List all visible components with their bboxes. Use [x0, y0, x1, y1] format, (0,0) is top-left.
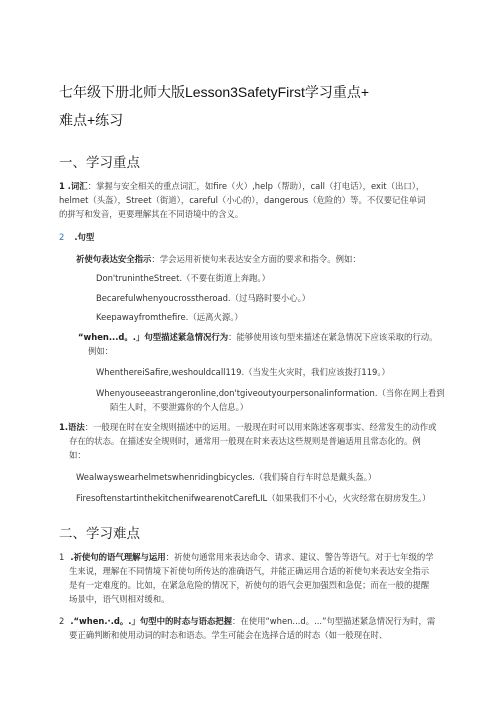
difficulty-2-line-2: 要正确判断和使用动词的时态和语态。学生可能会在选择合适的时态（如一般现在时、 — [69, 630, 388, 640]
difficulty-1-line-1 — [59, 551, 434, 565]
difficulty-2-line-1 — [59, 615, 435, 629]
difficulty-1-label: .祈使句的语气理解与运用 — [70, 552, 166, 562]
sentence-pattern-number: 2 — [59, 232, 65, 242]
example-sentence-2: Becarefulwhenyoucrosstheroad.（过马路时要小心。） — [96, 293, 311, 303]
example-sentence-7: FiresoftenstartinthekitchenifwearenotCarefLIL（如果我们不小心，火灾经常在厨房发生。） — [76, 493, 431, 503]
grammar-paragraph-line-2: 存在的状态。在描述安全规则时，通常用一般现在时来表达这些规则是普遍适用且常态化的。例 — [69, 436, 421, 446]
when-pattern-subheading — [78, 331, 437, 345]
difficulty-1-text-1: ：祈使句通常用来表达命令、请求、建议、警告等语气。对于七年级的学 — [165, 552, 434, 562]
sentence-pattern-label: .句型 — [74, 232, 95, 242]
section-heading-key-points: 一、学习重点 — [59, 155, 140, 171]
difficulty-2-label: .“when.·.d。.」句型中的时态与语态把握 — [70, 616, 232, 626]
sentence-pattern-heading — [59, 231, 94, 245]
example-sentence-5-line-2: 陌生人时，不要泄露你的个人信息。） — [110, 402, 249, 412]
vocab-paragraph-line-2: helmet（头盔），Street（街道），careful（小心的），dangerous（危险的）等。不仅要记住单词 — [59, 195, 426, 205]
imperative-label: 祈使句表达安全指示 — [76, 254, 152, 264]
difficulty-2-number: 2 — [59, 616, 65, 626]
difficulty-2-text-1: ：在使用“when...d。...”句型描述紧急情况行为时，需 — [231, 616, 436, 626]
difficulty-1-line-3: 是有一定难度的。比如，在紧急危险的情况下，祈使句的语气会更加强烈和急促；而在一般的提醒 — [69, 580, 430, 590]
difficulty-1-number: 1 — [59, 552, 65, 562]
vocab-paragraph-line-1 — [59, 180, 424, 194]
grammar-paragraph-line-1 — [59, 421, 437, 435]
imperative-text: ：学会运用祈使句来表达安全方面的要求和指令。例如： — [151, 254, 361, 264]
grammar-label: 1.语法 — [59, 422, 85, 432]
grammar-text-1: ：一般现在时在安全规则描述中的运用。一般现在时可以用来陈述客观事实、经常发生的动作或 — [84, 422, 437, 432]
example-sentence-4: WhenthereiSafire,weshouldcall119.（当发生火灾时，我们应该拨打119。） — [96, 367, 390, 377]
document-title-line-2: 难点+练习 — [59, 112, 124, 128]
when-pattern-text: ：能够使用该句型来描述在紧急情况下应该采取的行动。 — [228, 332, 438, 342]
difficulty-1-line-4: 场景中，语气则相对缓和。 — [69, 594, 170, 604]
example-sentence-6: Wealwayswearhelmetswhenridingbicycles.（我们骑自行车时总是戴头盔。） — [76, 472, 377, 482]
grammar-paragraph-line-3: 如： — [69, 450, 86, 460]
example-sentence-1: Don'trunintheStreet.（不要在街道上奔跑。） — [96, 273, 270, 283]
section-heading-difficulties: 二、学习难点 — [59, 526, 140, 542]
imperative-subheading — [76, 253, 361, 267]
document-title-line-1: 七年级下册北师大版Lesson3SafetyFirst学习重点+ — [59, 84, 370, 100]
vocab-text-1: ：掌握与安全相关的重点词汇，如fire（火）,help（帮助），call（打电话），exit（出口）， — [87, 181, 425, 191]
vocab-label: 1 .词汇 — [59, 181, 88, 191]
example-sentence-3: Keepawayfromthefire.（远离火源。） — [96, 312, 243, 322]
example-sentence-5-line-1: Whenyouseeastrangeronline,don'tgiveoutyourpersonalinformation.（当你在网上看到 — [96, 388, 445, 398]
when-pattern-label: “when...d。.」句型描述紧急情况行为 — [78, 332, 229, 342]
vocab-paragraph-line-3: 的拼写和发音，更要理解其在不同语境中的含义。 — [59, 209, 244, 219]
when-pattern-line-2: 例如： — [88, 346, 114, 356]
difficulty-1-line-2: 生来说，理解在不同情境下祈使句所传达的准确语气，并能正确运用合适的祈使句来表达安全指示 — [69, 566, 430, 576]
